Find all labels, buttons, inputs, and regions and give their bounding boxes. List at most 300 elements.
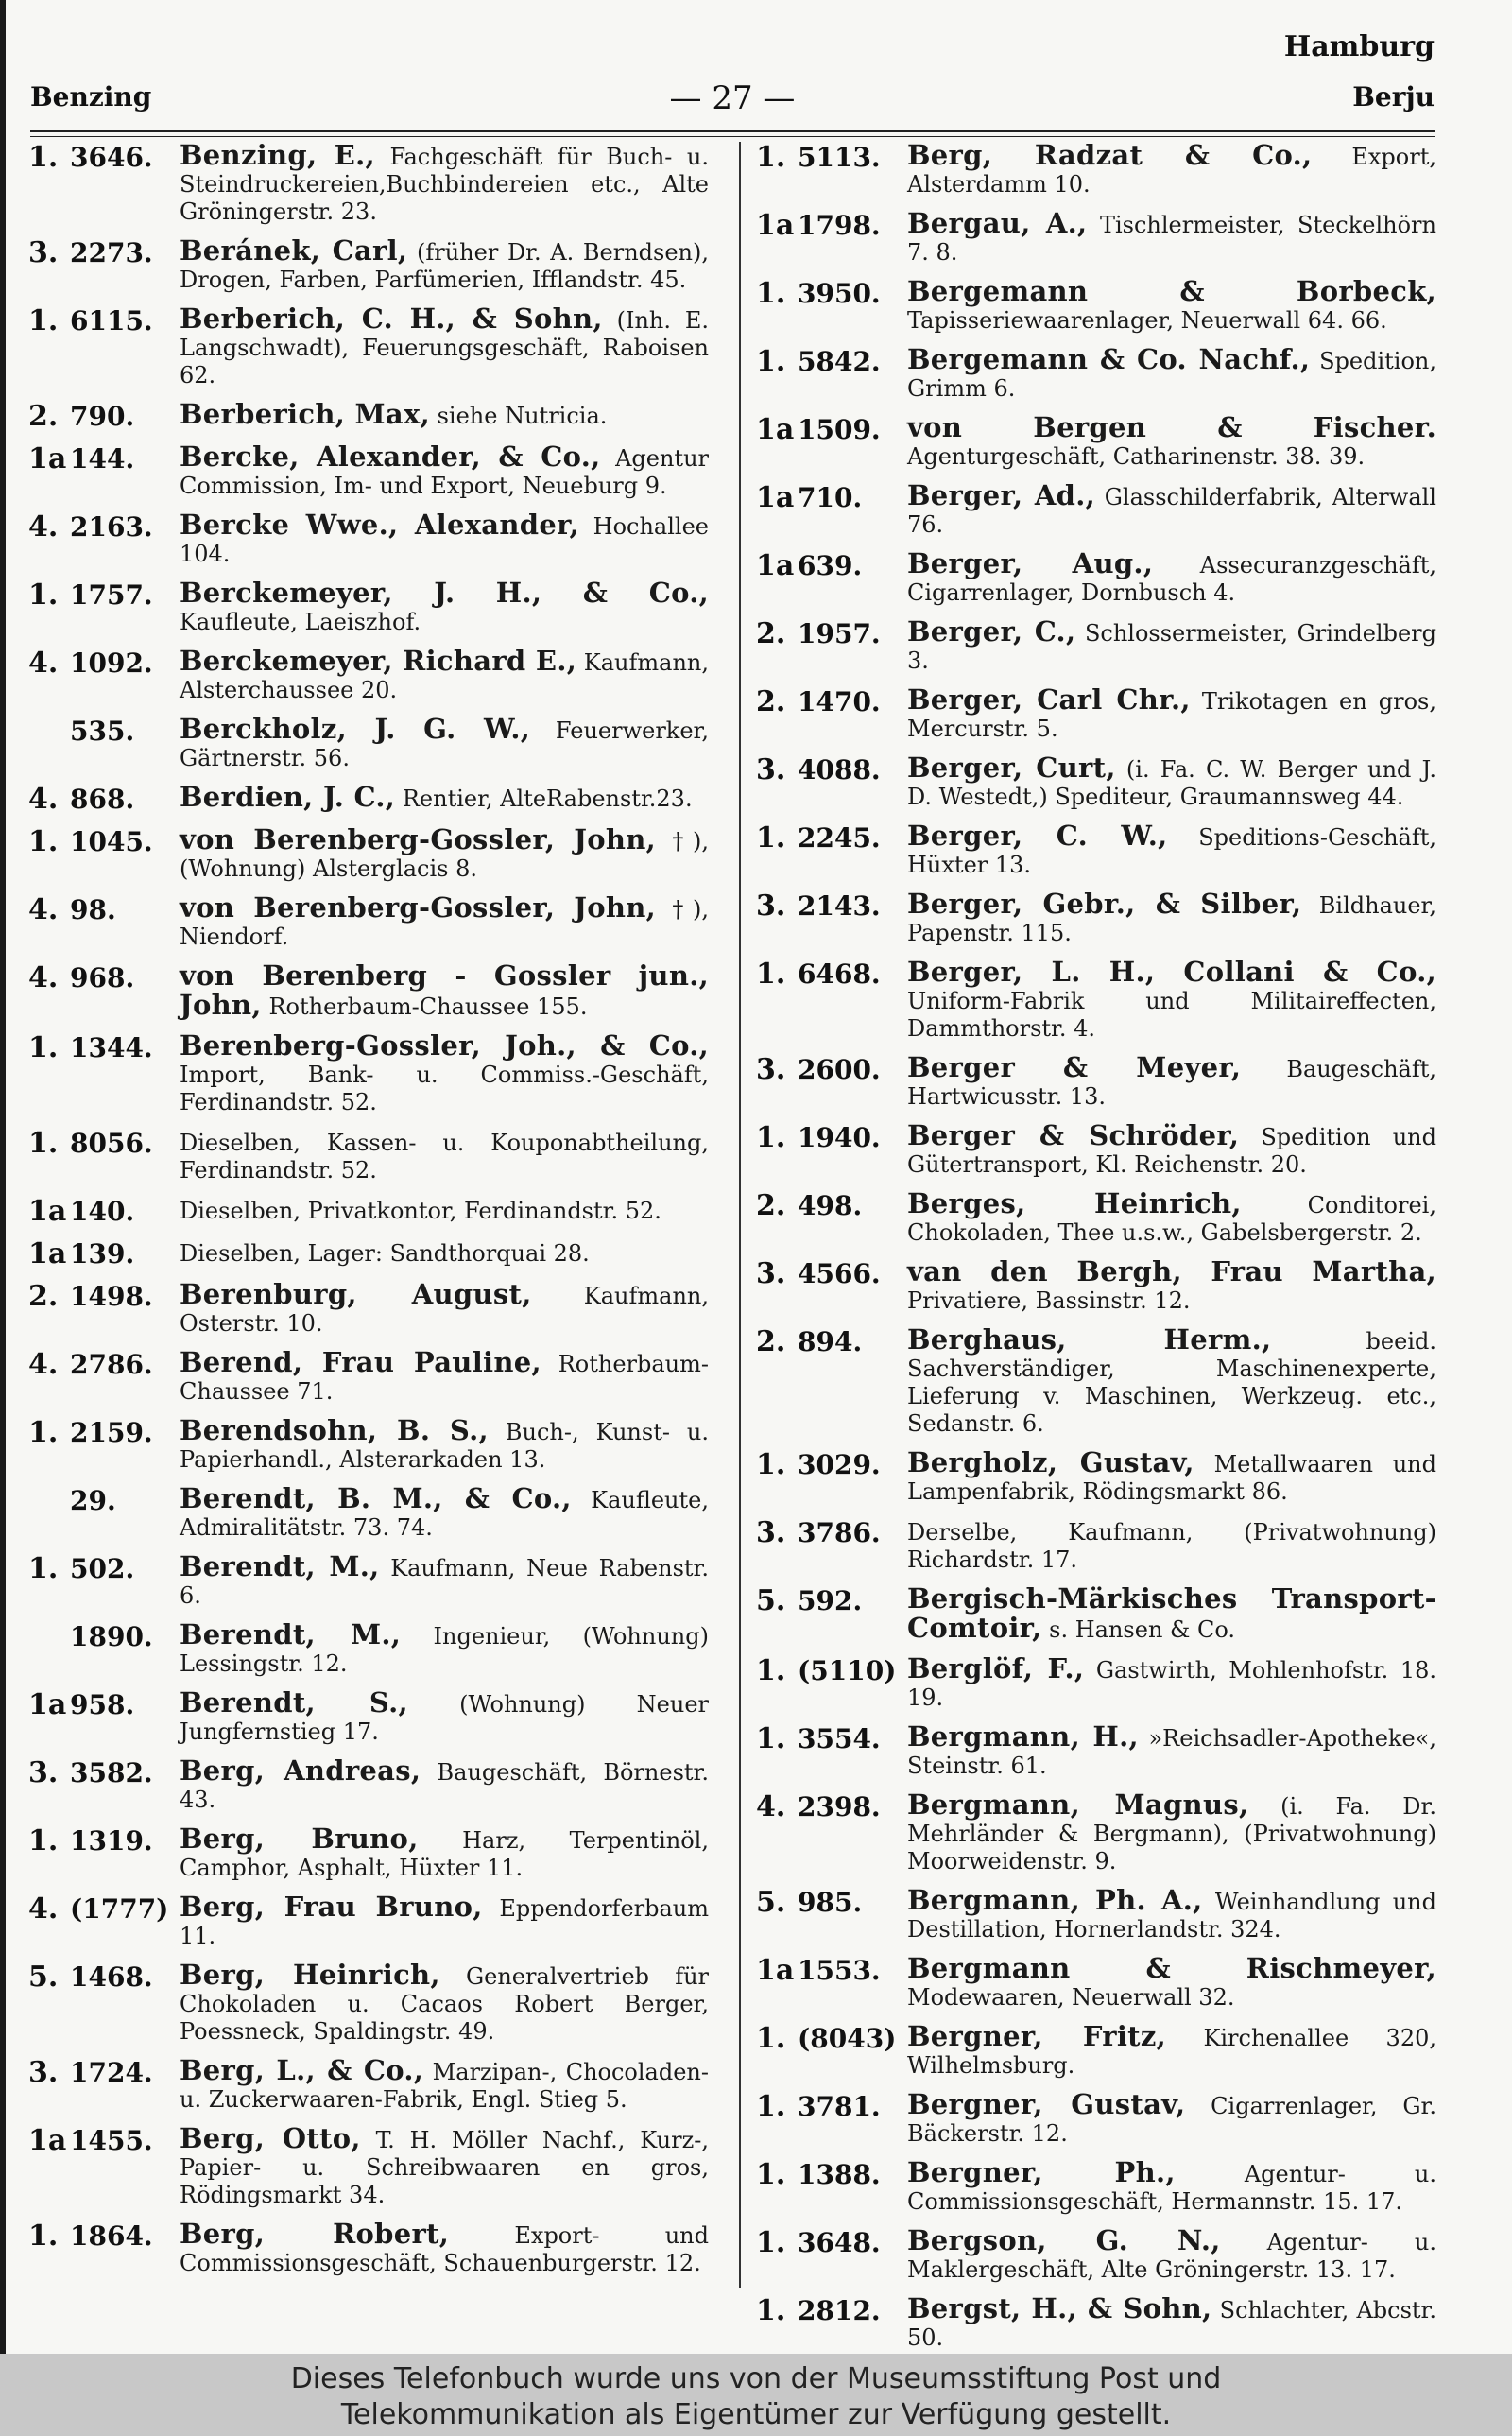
- tariff-class: 1a: [756, 481, 795, 514]
- entry-text: [180, 443, 711, 500]
- entry-description: Derselbe, Kaufmann, (Privatwohnung) Richardstr. 17.: [907, 1519, 1436, 1573]
- entry-description: Glasschilderfabrik, Alterwall 76.: [907, 484, 1436, 538]
- entry-text: [180, 2122, 711, 2209]
- tariff-class: 1a: [756, 209, 795, 242]
- directory-entry: [756, 2292, 1438, 2352]
- entry-text: [180, 891, 711, 951]
- directory-entry: [28, 1128, 711, 1184]
- entry-text: [180, 1754, 711, 1814]
- entry-text: [907, 2224, 1438, 2284]
- entry-description: Feuerwerker, Gärtnerstr. 56.: [180, 717, 710, 771]
- phone-number: 2812.: [798, 2295, 881, 2326]
- directory-entry: [756, 275, 1438, 335]
- phone-number: 958.: [70, 1689, 135, 1720]
- tariff-class: 1.: [756, 2226, 786, 2259]
- entry-text: [907, 683, 1438, 743]
- tariff-class: 5.: [756, 1886, 786, 1919]
- tariff-class: 5.: [28, 1961, 59, 1994]
- right-column: [756, 139, 1438, 2354]
- footer-line-1: Dieses Telefonbuch wurde uns von der Museumsstiftung Post und: [290, 2362, 1222, 2395]
- phone-number: 868.: [70, 784, 135, 815]
- entry-description: Dieselben, Kassen- u. Kouponabtheilung, Ferdinandstr. 52.: [180, 1130, 709, 1183]
- directory-entry: [28, 302, 711, 389]
- subscriber-name: Berglöf, F.,: [907, 1652, 1085, 1684]
- subscriber-name: Berendsohn, B. S.,: [180, 1414, 489, 1446]
- subscriber-name: Berendt, S.,: [180, 1686, 408, 1719]
- entry-text: [907, 1788, 1438, 1875]
- directory-entry: [28, 1961, 711, 2046]
- entry-description: Agentur- u. Commissionsgeschäft, Hermannstr. 15. 17.: [907, 2161, 1436, 2215]
- phone-number: 2398.: [798, 1791, 881, 1823]
- directory-entry: [28, 139, 711, 226]
- directory-entry: [756, 1323, 1438, 1438]
- entry-text: [180, 823, 711, 883]
- directory-entry: [28, 1686, 711, 1746]
- entry-description: Rotherbaum-Chaussee 71.: [180, 1351, 709, 1405]
- phone-number: 1957.: [798, 618, 881, 649]
- entry-text: [907, 956, 1438, 1043]
- subscriber-name: Berges, Heinrich,: [907, 1187, 1242, 1219]
- directory-entry: [756, 547, 1438, 607]
- entry-description: Kaufmann, Alsterchaussee 20.: [180, 649, 709, 703]
- directory-entry: [756, 1952, 1438, 2012]
- phone-number: 790.: [70, 401, 135, 432]
- footer-banner: [0, 2354, 1512, 2436]
- directory-entry: [28, 234, 711, 294]
- directory-entry: [756, 2156, 1438, 2216]
- tariff-class: 1a: [28, 1237, 67, 1270]
- entry-text: [907, 822, 1438, 879]
- entry-description: Schlachter, Abcstr. 50.: [907, 2297, 1437, 2351]
- phone-number: 1319.: [70, 1825, 153, 1857]
- phone-number: 639.: [798, 550, 863, 581]
- directory-entry: [28, 2122, 711, 2209]
- entry-description: Kaufleute, Laeiszhof.: [180, 609, 421, 635]
- phone-number: 3648.: [798, 2227, 881, 2258]
- entry-description: Schlossermeister, Grindelberg 3.: [907, 620, 1436, 674]
- tariff-class: 1.: [756, 141, 786, 174]
- phone-number: 1498.: [70, 1281, 153, 1312]
- phone-number: 4566.: [798, 1258, 881, 1289]
- directory-entry: [756, 1119, 1438, 1179]
- tariff-class: 3.: [756, 753, 786, 786]
- phone-number: 1553.: [798, 1955, 881, 1986]
- footer-line-2: Telekommunikation als Eigentümer zur Verfügung gestellt.: [340, 2398, 1172, 2431]
- subscriber-name: Bergner, Ph.,: [907, 2156, 1176, 2188]
- entry-text: [180, 1482, 711, 1542]
- left-guide-word: Benzing: [30, 81, 152, 112]
- subscriber-name: Berg, Otto,: [180, 2122, 361, 2154]
- entry-text: [907, 1884, 1438, 1944]
- subscriber-name: Berenburg, August,: [180, 1278, 532, 1310]
- tariff-class: 3.: [756, 890, 786, 923]
- subscriber-name: Berg, Robert,: [180, 2218, 450, 2250]
- tariff-class: 1.: [756, 1722, 786, 1755]
- directory-entry: [756, 754, 1438, 811]
- tariff-class: 3.: [756, 1257, 786, 1290]
- tariff-class: 2.: [756, 685, 786, 718]
- entry-text: [180, 511, 711, 568]
- tariff-class: 1.: [28, 1416, 59, 1449]
- phone-number: (5110): [798, 1655, 897, 1686]
- right-guide-word: Berju: [1352, 81, 1435, 112]
- subscriber-name: Berger, Gebr., & Silber,: [907, 888, 1302, 920]
- phone-number: (1777): [70, 1893, 169, 1925]
- subscriber-name: Berberich, C. H., & Sohn,: [180, 302, 603, 335]
- subscriber-name: Berg, L., & Co.,: [180, 2054, 424, 2086]
- phone-number: 144.: [70, 443, 135, 475]
- entry-description: Agentur Commission, Im- und Export, Neueburg 9.: [180, 445, 709, 499]
- subscriber-name: Bergner, Gustav,: [907, 2088, 1186, 2120]
- subscriber-name: Bergst, H., & Sohn,: [907, 2292, 1212, 2324]
- directory-entry: [28, 1618, 711, 1678]
- entry-text: [180, 1238, 711, 1268]
- entry-description: Dieselben, Privatkontor, Ferdinandstr. 52.: [180, 1198, 662, 1224]
- entry-description: Baugeschäft, Börnestr. 43.: [180, 1759, 709, 1813]
- entry-text: [907, 1255, 1438, 1315]
- entry-text: [180, 2054, 711, 2114]
- phone-number: 2786.: [70, 1349, 153, 1380]
- subscriber-name: Berghaus, Herm.,: [907, 1323, 1272, 1356]
- directory-entry: [28, 579, 711, 636]
- entry-description: Kirchenallee 320, Wilhelmsburg.: [907, 2025, 1436, 2079]
- phone-number: 2143.: [798, 890, 881, 922]
- phone-number: 502.: [70, 1553, 135, 1584]
- entry-text: [180, 1278, 711, 1338]
- entry-description: Harz, Terpentinöl, Camphor, Asphalt, Hüxter 11.: [180, 1827, 709, 1881]
- entry-text: [907, 411, 1438, 471]
- directory-entry: [756, 1582, 1438, 1644]
- page-number: — 27 —: [669, 79, 796, 117]
- entry-text: [907, 1051, 1438, 1111]
- subscriber-name: Berger, C. W.,: [907, 820, 1168, 852]
- entry-description: Weinhandlung und Destillation, Hornerlandstr. 324.: [907, 1889, 1437, 1943]
- subscriber-name: Bergemann & Borbeck,: [907, 275, 1436, 307]
- entry-description: Speditions-Geschäft, Hüxter 13.: [907, 824, 1436, 878]
- directory-entry: [756, 411, 1438, 471]
- entry-description: Buch-, Kunst- u. Papierhandl., Alsterarkaden 13.: [180, 1419, 709, 1473]
- subscriber-name: Berckemeyer, J. H., & Co.,: [180, 577, 709, 609]
- directory-entry: [756, 207, 1438, 267]
- entry-text: [180, 713, 711, 772]
- entry-description: Cigarrenlager, Gr. Bäckerstr. 12.: [907, 2093, 1436, 2147]
- phone-number: 894.: [798, 1326, 863, 1357]
- tariff-class: 1.: [28, 1031, 59, 1064]
- entry-text: [180, 1414, 711, 1474]
- entry-text: [180, 1893, 711, 1950]
- entry-description: siehe Nutricia.: [429, 403, 608, 429]
- phone-number: 592.: [798, 1585, 863, 1616]
- tariff-class: 1.: [756, 2294, 786, 2327]
- entry-description: Privatiere, Bassinstr. 12.: [907, 1287, 1191, 1314]
- phone-number: 498.: [798, 1190, 863, 1221]
- entry-text: [180, 1618, 711, 1678]
- phone-number: 29.: [70, 1485, 116, 1516]
- directory-entry: [756, 1652, 1438, 1712]
- subscriber-name: van den Bergh, Frau Martha,: [907, 1255, 1436, 1287]
- phone-number: 1940.: [798, 1122, 881, 1153]
- entry-text: [907, 1119, 1438, 1179]
- entry-description: Generalvertrieb für Chokoladen u. Cacaos Robert Berger, Poessneck, Spaldingstr. 49.: [180, 1963, 709, 2045]
- directory-entry: [756, 615, 1438, 675]
- tariff-class: 4.: [28, 783, 59, 816]
- tariff-class: 2.: [28, 400, 59, 433]
- entry-text: [180, 139, 711, 226]
- page-header: [30, 74, 1435, 121]
- directory-entry: [28, 823, 711, 883]
- directory-entry: [756, 479, 1438, 539]
- entry-description: Export- und Commissionsgeschäft, Schauenburgerstr. 12.: [180, 2222, 709, 2276]
- tariff-class: 4.: [756, 1790, 786, 1823]
- subscriber-name: Berdien, J. C.,: [180, 781, 396, 813]
- subscriber-name: Bergisch-Märkisches Transport-Comtoir,: [907, 1582, 1436, 1644]
- subscriber-name: Bergmann, Ph. A.,: [907, 1884, 1203, 1916]
- phone-number: 1470.: [798, 686, 881, 717]
- directory-entry: [28, 2054, 711, 2114]
- subscriber-name: von Berenberg - Gossler jun., John,: [180, 959, 709, 1021]
- phone-number: 1509.: [798, 414, 881, 445]
- subscriber-name: Bercke, Alexander, & Co.,: [180, 441, 601, 473]
- directory-entry: [28, 1550, 711, 1610]
- phone-number: 6115.: [70, 305, 153, 337]
- subscriber-name: Benzing, E.,: [180, 139, 375, 171]
- subscriber-name: Berckemeyer, Richard E.,: [180, 645, 577, 677]
- phone-number: 4088.: [798, 754, 881, 786]
- entry-description: T. H. Möller Nachf., Kurz-, Papier- u. Schreibwaaren en gros, Rödingsmarkt 34.: [180, 2127, 709, 2208]
- tariff-class: 1.: [28, 579, 59, 612]
- tariff-class: 4.: [28, 1892, 59, 1926]
- phone-number: 2600.: [798, 1054, 881, 1085]
- phone-number: 3029.: [798, 1449, 881, 1480]
- entry-description: Dieselben, Lager: Sandthorquai 28.: [180, 1240, 590, 1267]
- tariff-class: 1.: [756, 2158, 786, 2191]
- subscriber-name: Berenberg-Gossler, Joh., & Co.,: [180, 1029, 709, 1062]
- entry-description: Tischlermeister, Steckelhörn 7. 8.: [907, 212, 1436, 266]
- phone-number: 3582.: [70, 1757, 153, 1788]
- phone-number: 1798.: [798, 210, 881, 241]
- entry-description: Modewaaren, Neuerwall 32.: [907, 1984, 1235, 2011]
- tariff-class: 1.: [28, 2220, 59, 2253]
- directory-entry: [28, 2220, 711, 2277]
- directory-entry: [756, 683, 1438, 743]
- tariff-class: 4.: [28, 893, 59, 926]
- tariff-class: 3.: [756, 1516, 786, 1549]
- subscriber-name: Berger, C.,: [907, 615, 1076, 648]
- phone-number: 139.: [70, 1238, 135, 1270]
- directory-entry: [28, 1346, 711, 1406]
- column-divider: [739, 142, 741, 2288]
- entry-description: beeid. Sachverständiger, Maschinenexperte, Lieferung v. Maschinen, Werkzeug. etc., Sedanstr. 6.: [907, 1328, 1436, 1437]
- directory-entry: [28, 959, 711, 1021]
- entry-text: [180, 1825, 711, 1882]
- subscriber-name: Berger & Meyer,: [907, 1051, 1242, 1083]
- tariff-class: 2.: [756, 1189, 786, 1222]
- phone-number: 3554.: [798, 1723, 881, 1754]
- entry-text: [907, 1323, 1438, 1438]
- subscriber-name: Bergmann, Magnus,: [907, 1788, 1249, 1821]
- tariff-class: 1a: [756, 1954, 795, 1987]
- directory-entry: [756, 956, 1438, 1043]
- directory-entry: [28, 443, 711, 500]
- entry-text: [907, 754, 1438, 811]
- entry-text: [907, 1187, 1438, 1247]
- entry-text: [180, 2220, 711, 2277]
- entry-text: [907, 1952, 1438, 2012]
- tariff-class: 2.: [756, 1325, 786, 1358]
- tariff-class: 1.: [756, 1654, 786, 1687]
- directory-entry: [756, 2020, 1438, 2080]
- entry-description: s. Hansen & Co.: [1041, 1616, 1236, 1643]
- subscriber-name: Berg, Radzat & Co.,: [907, 139, 1313, 171]
- subscriber-name: Bergholz, Gustav,: [907, 1446, 1194, 1478]
- phone-number: 985.: [798, 1887, 863, 1918]
- phone-number: 1388.: [798, 2159, 881, 2190]
- entry-description: Metallwaaren und Lampenfabrik, Rödingsmarkt 86.: [907, 1451, 1436, 1505]
- entry-text: [180, 1686, 711, 1746]
- tariff-class: 1.: [756, 2022, 786, 2055]
- tariff-class: 1.: [28, 1552, 59, 1585]
- entry-description: Trikotagen en gros, Mercurstr. 5.: [907, 688, 1437, 742]
- directory-entry: [756, 890, 1438, 947]
- left-column: [28, 139, 711, 2289]
- phone-number: 8056.: [70, 1128, 153, 1159]
- subscriber-name: Berendt, M.,: [180, 1618, 402, 1650]
- subscriber-name: von Berenberg-Gossler, John,: [180, 891, 657, 924]
- entry-description: Rotherbaum-Chaussee 155.: [261, 993, 588, 1020]
- directory-entry: [28, 1825, 711, 1882]
- entry-text: [180, 234, 711, 294]
- directory-entry: [756, 1884, 1438, 1944]
- phone-number: 1724.: [70, 2057, 153, 2088]
- phone-number: 6468.: [798, 959, 881, 990]
- entry-text: [180, 1029, 711, 1116]
- phone-number: 710.: [798, 482, 863, 513]
- tariff-class: 1.: [756, 958, 786, 991]
- entry-description: Baugeschäft, Hartwicusstr. 13.: [907, 1056, 1437, 1110]
- tariff-class: 1.: [756, 821, 786, 855]
- directory-entry: [756, 822, 1438, 879]
- subscriber-name: Berger, Aug.,: [907, 547, 1154, 579]
- entry-text: [907, 479, 1438, 539]
- entry-description: Gastwirth, Mohlenhofstr. 18. 19.: [907, 1657, 1436, 1711]
- directory-entry: [756, 1187, 1438, 1247]
- phone-number: 2163.: [70, 511, 153, 543]
- directory-entry: [28, 398, 711, 433]
- subscriber-name: Berger, L. H., Collani & Co.,: [907, 956, 1436, 988]
- entry-text: [180, 1961, 711, 2046]
- phone-number: 2245.: [798, 822, 881, 854]
- phone-number: 1045.: [70, 826, 153, 857]
- subscriber-name: Berger, Carl Chr.,: [907, 683, 1191, 716]
- directory-entry: [756, 1517, 1438, 1574]
- subscriber-name: Berger, Curt,: [907, 752, 1116, 784]
- subscriber-name: Berg, Frau Bruno,: [180, 1891, 483, 1923]
- entry-text: [180, 398, 711, 430]
- entry-description: Agenturgeschäft, Catharinenstr. 38. 39.: [907, 443, 1366, 470]
- subscriber-name: Bergson, G. N.,: [907, 2224, 1221, 2256]
- phone-number: 5113.: [798, 142, 881, 173]
- subscriber-name: Berckholz, J. G. W.,: [180, 713, 531, 745]
- directory-entry: [756, 1720, 1438, 1780]
- entry-description: †), Niendorf.: [180, 896, 710, 950]
- tariff-class: 4.: [28, 510, 59, 544]
- entry-text: [907, 1652, 1438, 1712]
- entry-description: Uniform-Fabrik und Militaireffecten, Dammthorstr. 4.: [907, 988, 1436, 1042]
- subscriber-name: Bergmann, H.,: [907, 1720, 1139, 1753]
- phone-number: 1864.: [70, 2220, 153, 2252]
- entry-description: †), (Wohnung) Alsterglacis 8.: [180, 828, 710, 882]
- entry-description: Eppendorferbaum 11.: [180, 1895, 709, 1949]
- directory-entry: [28, 645, 711, 704]
- entry-text: [907, 2156, 1438, 2216]
- entry-description: Fachgeschäft für Buch- u. Steindruckereien,Buchbindereien etc., Alte Gröningerstr. 23.: [180, 144, 709, 225]
- tariff-class: 3.: [28, 2056, 59, 2089]
- subscriber-name: Berberich, Max,: [180, 398, 430, 430]
- subscriber-name: Bergemann & Co. Nachf.,: [907, 343, 1311, 375]
- tariff-class: 1a: [28, 442, 67, 475]
- tariff-class: 1.: [28, 304, 59, 337]
- phone-number: 98.: [70, 894, 116, 925]
- entry-description: Import, Bank- u. Commiss.-Geschäft, Ferdinandstr. 52.: [180, 1062, 709, 1115]
- entry-description: (Wohnung) Neuer Jungfernstieg 17.: [180, 1691, 710, 1745]
- tariff-class: 1.: [756, 1121, 786, 1154]
- entry-description: Bildhauer, Papenstr. 115.: [907, 892, 1436, 946]
- tariff-class: 1a: [28, 1688, 67, 1721]
- entry-text: [907, 615, 1438, 675]
- tariff-class: 1.: [756, 345, 786, 378]
- entry-text: [907, 2292, 1438, 2352]
- header-rule: [30, 130, 1435, 132]
- tariff-class: 1a: [28, 2124, 67, 2157]
- subscriber-name: Beránek, Carl,: [180, 234, 408, 267]
- entry-text: [180, 959, 711, 1021]
- entry-description: (früher Dr. A. Berndsen), Drogen, Farben, Parfümerien, Ifflandstr. 45.: [180, 239, 709, 293]
- subscriber-name: von Bergen & Fischer.: [907, 411, 1436, 443]
- directory-entry: [756, 2088, 1438, 2148]
- entry-text: [180, 781, 711, 813]
- city-heading: Hamburg: [1283, 30, 1435, 63]
- directory-entry: [756, 1051, 1438, 1111]
- directory-entry: [28, 1482, 711, 1542]
- entry-description: Kaufmann, Neue Rabenstr. 6.: [180, 1555, 709, 1609]
- entry-text: [180, 302, 711, 389]
- entry-description: Ingenieur, (Wohnung) Lessingstr. 12.: [180, 1623, 709, 1677]
- phone-number: 1092.: [70, 648, 153, 679]
- tariff-class: 3.: [28, 1756, 59, 1789]
- directory-entry: [28, 1754, 711, 1814]
- directory-entry: [756, 139, 1438, 199]
- tariff-class: 2.: [756, 617, 786, 650]
- phone-number: 1468.: [70, 1961, 153, 1993]
- entry-text: [907, 343, 1438, 403]
- directory-entry: [756, 1255, 1438, 1315]
- tariff-class: 1.: [756, 277, 786, 310]
- entry-description: Spedition, Grimm 6.: [907, 348, 1437, 402]
- entry-description: Kaufmann, Osterstr. 10.: [180, 1283, 709, 1337]
- tariff-class: 3.: [28, 236, 59, 269]
- entry-text: [907, 547, 1438, 607]
- subscriber-name: von Berenberg-Gossler, John,: [180, 823, 657, 855]
- entry-description: Marzipan-, Chocoladen- u. Zuckerwaaren-Fabrik, Engl. Stieg 5.: [180, 2059, 710, 2113]
- entry-text: [907, 2020, 1438, 2080]
- footer-text: [0, 2361, 1512, 2433]
- entry-description: (Inh. E. Langschwadt), Feuerungsgeschäft, Raboisen 62.: [180, 307, 709, 389]
- tariff-class: 3.: [756, 1053, 786, 1086]
- entry-text: [907, 207, 1438, 267]
- subscriber-name: Berendt, M.,: [180, 1550, 380, 1582]
- entry-description: Tapisseriewaarenlager, Neuerwall 64. 66.: [907, 307, 1387, 334]
- header-rule-thin: [30, 136, 1435, 137]
